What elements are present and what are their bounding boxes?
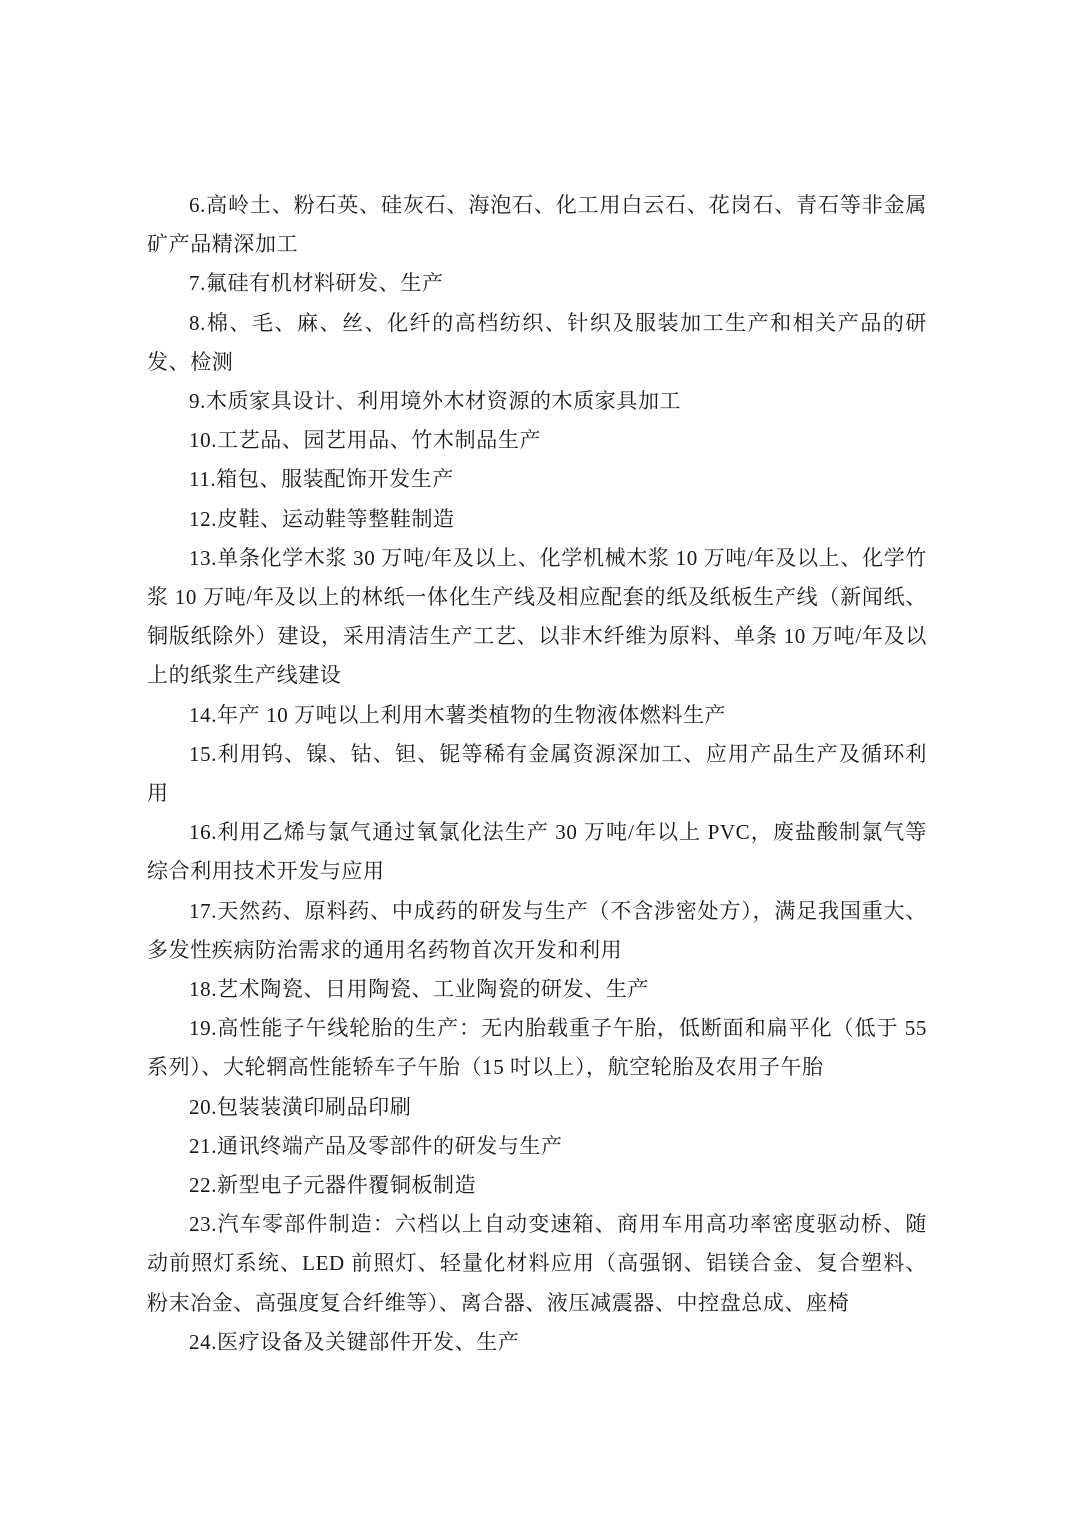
list-item-13: 13.单条化学木浆 30 万吨/年及以上、化学机械木浆 10 万吨/年及以上、化学竹浆 10 万吨/年及以上的林纸一体化生产线及相应配套的纸及纸板生产线（新闻纸、铜版纸除外）建设，采用清洁生产工艺、以非木纤维为原料、单条 10 万吨/年及以上的纸浆生产线建设 <box>147 545 927 688</box>
document-page <box>147 186 927 1362</box>
list-item-21: 21.通讯终端产品及零部件的研发与生产 <box>189 1133 563 1158</box>
list-item-14: 14.年产 10 万吨以上利用木薯类植物的生物液体燃料生产 <box>189 702 727 727</box>
list-item-10: 10.工艺品、园艺用品、竹木制品生产 <box>189 428 542 453</box>
list-item-23: 23.汽车零部件制造：六档以上自动变速箱、商用车用高功率密度驱动桥、随动前照灯系统、LED 前照灯、轻量化材料应用（高强钢、铝镁合金、复合塑料、粉末冶金、高强度复合纤维等）、离合器、液压减震器、中控盘总成、座椅 <box>147 1212 927 1315</box>
list-item-6: 6.高岭土、粉石英、硅灰石、海泡石、化工用白云石、花岗石、青石等非金属矿产品精深加工 <box>147 193 927 257</box>
list-item-8: 8.棉、毛、麻、丝、化纤的高档纺织、针织及服装加工生产和相关产品的研发、检测 <box>147 310 927 374</box>
list-item-11: 11.箱包、服装配饰开发生产 <box>189 467 454 492</box>
list-item-19: 19.高性能子午线轮胎的生产：无内胎载重子午胎，低断面和扁平化（低于 55 系列）、大轮辋高性能轿车子午胎（15 吋以上），航空轮胎及农用子午胎 <box>147 1016 927 1080</box>
list-item-16: 16.利用乙烯与氯气通过氧氯化法生产 30 万吨/年以上 PVC，废盐酸制氯气等综合利用技术开发与应用 <box>147 820 927 884</box>
list-item-7: 7.氟硅有机材料研发、生产 <box>189 271 444 296</box>
list-item-22: 22.新型电子元器件覆铜板制造 <box>189 1173 477 1198</box>
list-item-15: 15.利用钨、镍、钴、钽、铌等稀有金属资源深加工、应用产品生产及循环利用 <box>147 741 927 806</box>
list-item-9: 9.木质家具设计、利用境外木材资源的木质家具加工 <box>189 389 682 414</box>
list-item-17: 17.天然药、原料药、中成药的研发与生产（不含涉密处方），满足我国重大、多发性疾病防治需求的通用名药物首次开发和利用 <box>147 898 927 962</box>
list-item-12: 12.皮鞋、运动鞋等整鞋制造 <box>189 506 455 531</box>
list-item-24: 24.医疗设备及关键部件开发、生产 <box>189 1329 520 1354</box>
list-item-20: 20.包装装潢印刷品印刷 <box>189 1094 412 1119</box>
list-item-18: 18.艺术陶瓷、日用陶瓷、工业陶瓷的研发、生产 <box>189 977 650 1002</box>
